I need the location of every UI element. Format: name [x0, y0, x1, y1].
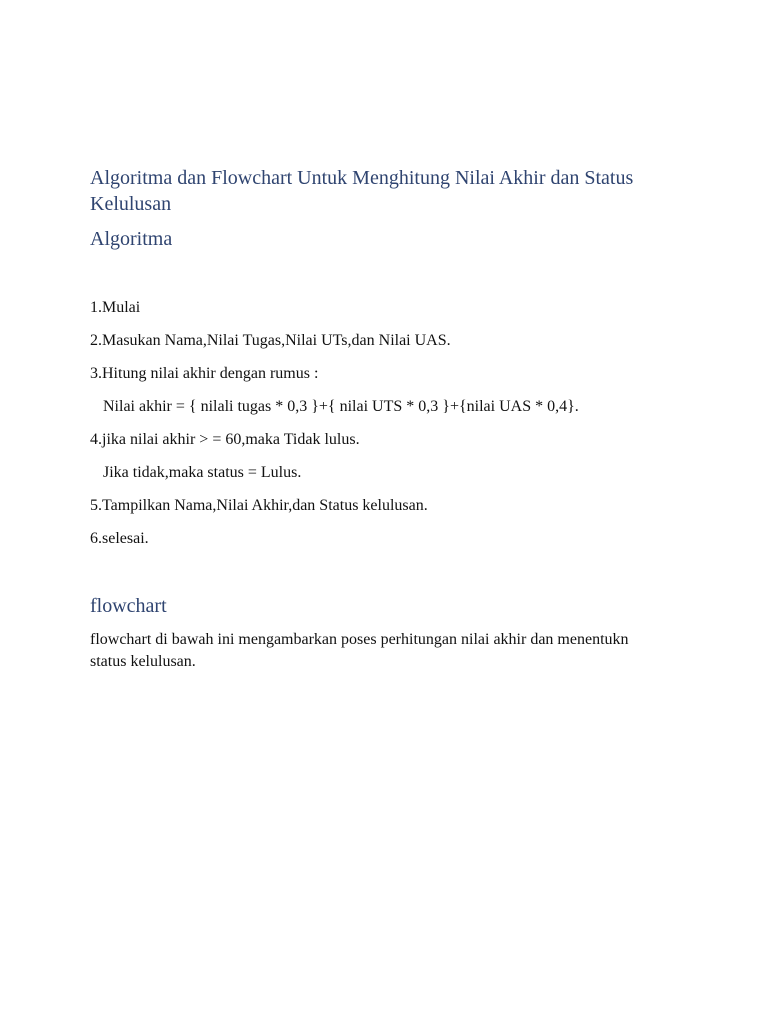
flowchart-description: flowchart di bawah ini mengambarkan poses perhitungan nilai akhir dan menentukn status kelulusan.	[90, 631, 629, 670]
step-4: 4.jika nilai akhir > = 60,maka Tidak lulus.	[90, 431, 360, 448]
document-page	[90, 0, 650, 1024]
algoritma-heading: Algoritma	[90, 228, 173, 250]
step-4-else: Jika tidak,maka status = Lulus.	[103, 464, 302, 481]
step-1: 1.Mulai	[90, 299, 141, 316]
step-5: 5.Tampilkan Nama,Nilai Akhir,dan Status kelulusan.	[90, 497, 428, 514]
algorithm-steps-list	[90, 297, 670, 561]
step-3: 3.Hitung nilai akhir dengan rumus :	[90, 365, 319, 382]
step-3-formula: Nilai akhir = { nilali tugas * 0,3 }+{ nilai UTS * 0,3 }+{nilai UAS * 0,4}.	[103, 398, 579, 415]
document-title: Algoritma dan Flowchart Untuk Menghitung Nilai Akhir dan Status Kelulusan	[90, 167, 634, 215]
flowchart-heading: flowchart	[90, 595, 167, 617]
step-6: 6.selesai.	[90, 530, 149, 547]
step-2: 2.Masukan Nama,Nilai Tugas,Nilai UTs,dan Nilai UAS.	[90, 332, 451, 349]
